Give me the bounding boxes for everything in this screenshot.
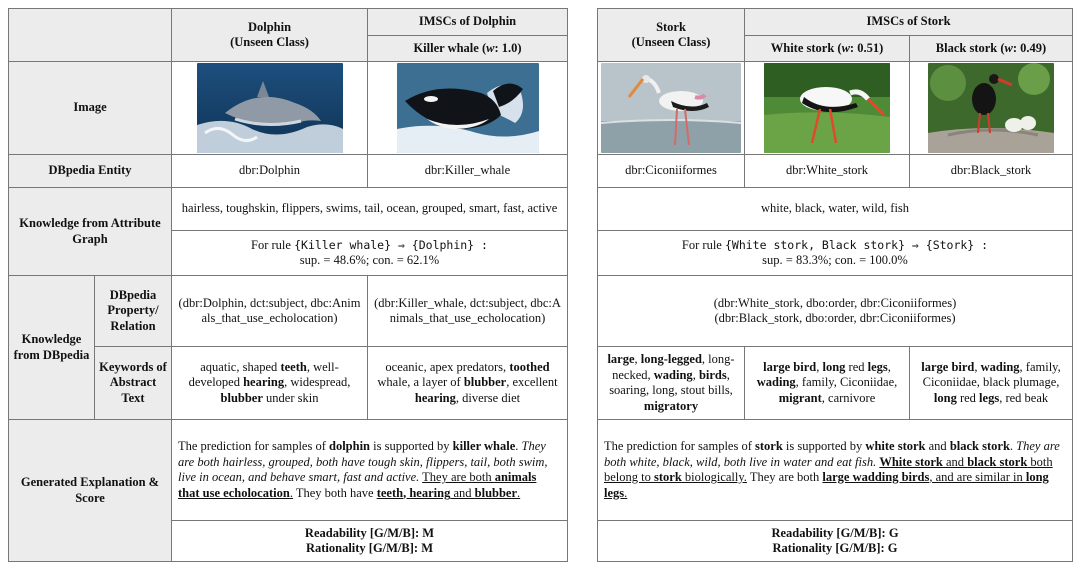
rationality-score: Rationality [G/M/B]: G: [772, 541, 898, 555]
white-stork-image-cell: [745, 62, 910, 155]
header-imsc: IMSCs of Dolphin: [368, 9, 568, 36]
row-label-attribute-graph: Knowledge from Attribute Graph: [9, 188, 172, 276]
header-unseen-class: [598, 9, 745, 62]
row-label-entity: DBpedia Entity: [9, 155, 172, 188]
dolphin-image: [197, 63, 343, 153]
readability-score: Readability [G/M/B]: M: [304, 525, 435, 540]
entity-imsc-1: dbr:White_stork: [745, 155, 910, 188]
property-imsc-1: (dbr:Killer_whale, dct:subject, dbc:Animals_that_use_echolocation): [368, 276, 568, 347]
row-label-explanation: Generated Explanation & Score: [9, 420, 172, 562]
row-label-property: DBpedia Property/ Relation: [95, 276, 172, 347]
generated-explanation: The prediction for samples of stork is supported by white stork and black stork. They are both white, black, wild, both live in water and eat fish. White stork and black stork both belong to stork biologically. They are both large wadding birds, and are similar in long legs.: [598, 420, 1073, 521]
row-label-keywords: Keywords of Abstract Text: [95, 347, 172, 420]
header-unseen-name: Dolphin: [247, 19, 292, 34]
dolphin-image-cell: [172, 62, 368, 155]
entity-unseen: dbr:Ciconiiformes: [598, 155, 745, 188]
keywords-unseen: aquatic, shaped teeth, well-developed hearing, widespread, blubber under skin: [172, 347, 368, 420]
property-relation: (dbr:Black_stork, dbo:order, dbr:Ciconiiformes): [714, 311, 956, 325]
killer-whale-image-cell: [368, 62, 568, 155]
stork-image: [601, 63, 741, 153]
property-relations: [598, 276, 1073, 347]
header-imsc-1: Killer whale (w: 1.0): [368, 36, 568, 62]
property-unseen: (dbr:Dolphin, dct:subject, dbc:Animals_that_use_echolocation): [172, 276, 368, 347]
row-label-dbpedia: Knowledge from DBpedia: [9, 276, 95, 420]
header-unseen-sub: (Unseen Class): [631, 35, 711, 49]
black-stork-image-cell: [910, 62, 1073, 155]
keywords-unseen: large, long-legged, long-necked, wading, birds, soaring, long, stout bills, migratory: [598, 347, 745, 420]
rationality-score: Rationality [G/M/B]: M: [305, 541, 434, 555]
dolphin-table: [8, 8, 568, 562]
header-unseen-name: Stork: [656, 19, 686, 34]
keywords-imsc-2: large bird, wading, family, Ciconiidae, black plumage, long red legs, red beak: [910, 347, 1073, 420]
property-relation: (dbr:White_stork, dbo:order, dbr:Ciconiiformes): [713, 295, 957, 310]
header-unseen-sub: (Unseen Class): [230, 35, 309, 49]
stork-table: [597, 8, 1073, 562]
stork-image-cell: [598, 62, 745, 155]
attribute-list: hairless, toughskin, flippers, swims, tail, ocean, grouped, smart, fast, active: [172, 188, 568, 231]
entity-imsc-1: dbr:Killer_whale: [368, 155, 568, 188]
score-cell: [598, 521, 1073, 562]
black-stork-image: [928, 63, 1054, 153]
header-imsc-1: White stork (w: 0.51): [745, 36, 910, 62]
entity-unseen: dbr:Dolphin: [172, 155, 368, 188]
generated-explanation: The prediction for samples of dolphin is supported by killer whale. They are both hairless, grouped, both have tough skin, flippers, tail, both swim, live in ocean, and behave smart, fast and active. They are both animals that use echolocation. They both have teeth, hearing and blubber.: [172, 420, 568, 521]
header-imsc-2: Black stork (w: 0.49): [910, 36, 1073, 62]
attribute-list: white, black, water, wild, fish: [598, 188, 1073, 231]
row-label-image: Image: [9, 62, 172, 155]
association-rule: For rule {Killer whale} ⇒ {Dolphin} : sup. = 48.6%; con. = 62.1%: [172, 231, 568, 276]
keywords-imsc-1: large bird, long red legs, wading, family, Ciconiidae, migrant, carnivore: [745, 347, 910, 420]
header-unseen-class: [172, 9, 368, 62]
keywords-imsc-1: oceanic, apex predators, toothed whale, a layer of blubber, excellent hearing, diverse diet: [368, 347, 568, 420]
entity-imsc-2: dbr:Black_stork: [910, 155, 1073, 188]
header-imsc: IMSCs of Stork: [745, 9, 1073, 36]
corner-cell: [9, 9, 172, 62]
score-cell: [172, 521, 568, 562]
readability-score: Readability [G/M/B]: G: [771, 525, 899, 540]
killer-whale-image: [397, 63, 539, 153]
white-stork-image: [764, 63, 890, 153]
association-rule: For rule {White stork, Black stork} ⇒ {Stork} : sup. = 83.3%; con. = 100.0%: [598, 231, 1073, 276]
